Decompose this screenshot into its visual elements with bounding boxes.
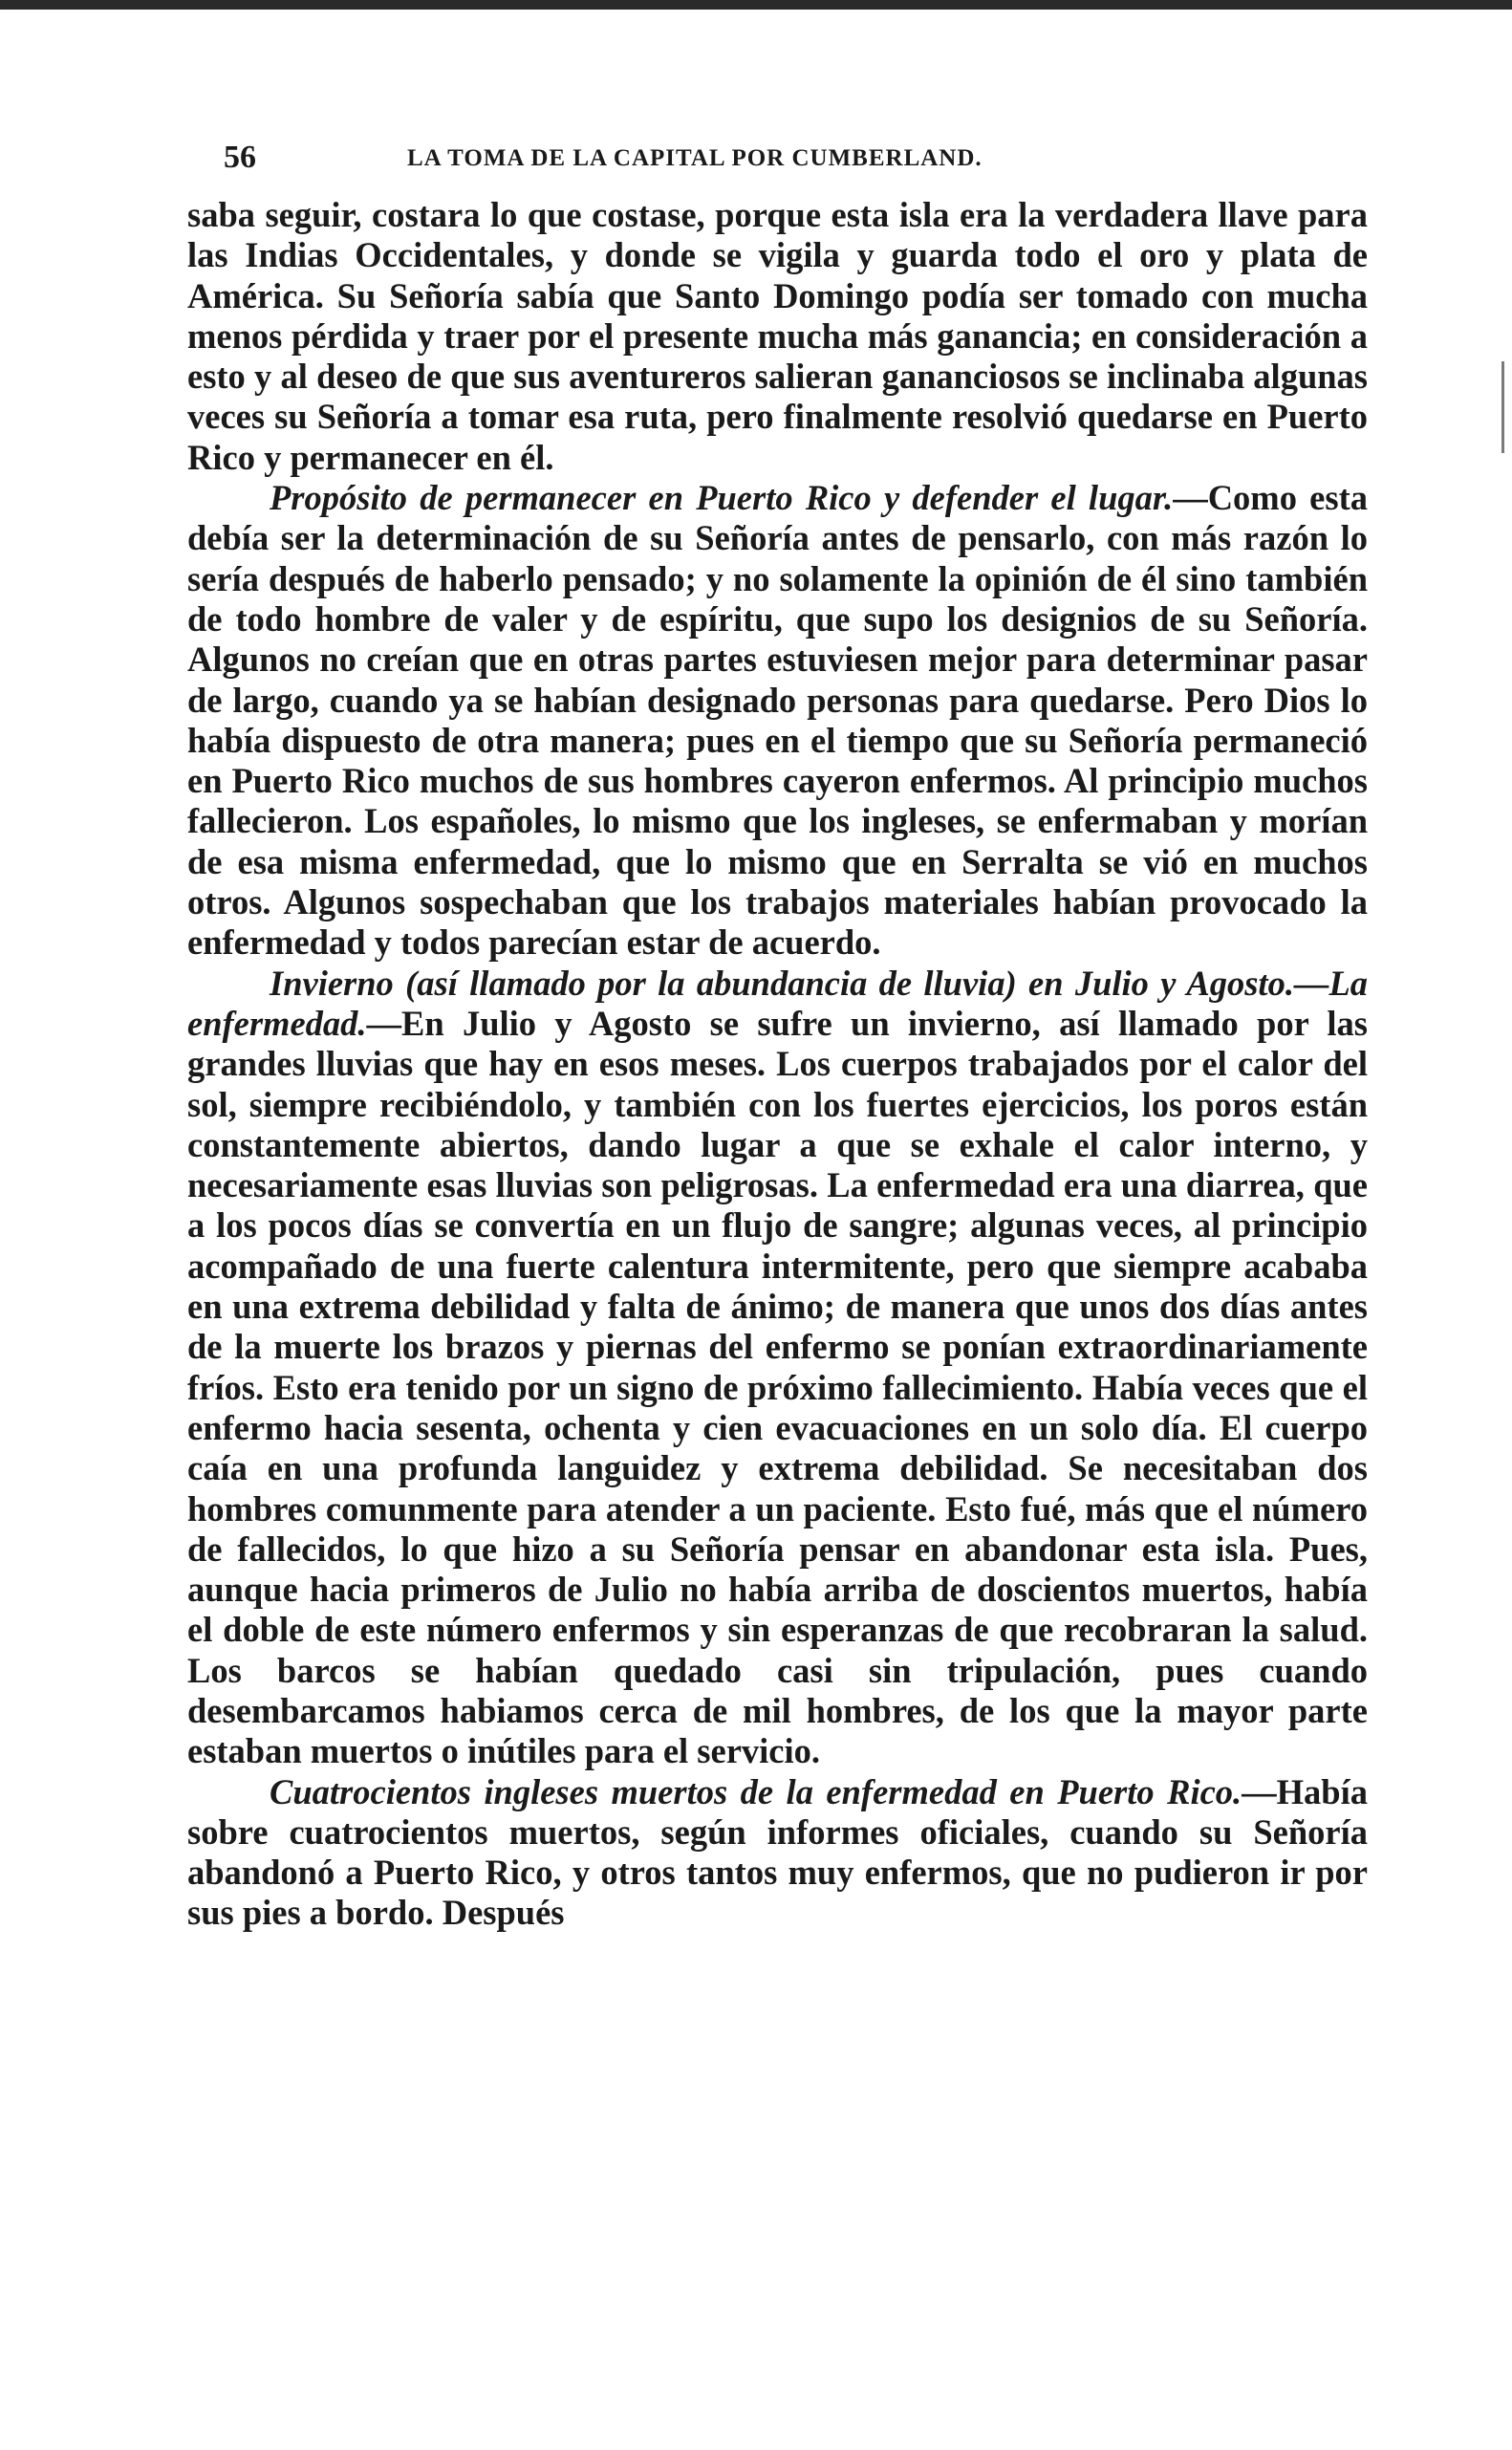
paragraph-1 xyxy=(187,195,1368,478)
paragraph-1-text: saba seguir, costara lo que costase, porque esta isla era la verdadera llave para las Indias Occidentales, y donde se vigila y guarda todo el oro y plata de América. Su Señoría sabía que Santo Domingo podía ser tomado con mucha menos pérdida y traer por el presente mucha más ganancia; en consideración a esto y al deseo de que sus aventureros salieran gananciosos se inclinaba algunas veces su Señoría a tomar esa ruta, pero finalmente resolvió quedarse en Puerto Rico y permanecer en él. xyxy=(187,195,1368,477)
paragraph-4 xyxy=(187,1772,1368,1934)
paragraph-4-sidenote: Cuatrocientos ingleses muertos de la enfermedad en Puerto Rico. xyxy=(270,1771,1242,1811)
page-body xyxy=(187,195,1368,1934)
page-header xyxy=(187,134,1368,187)
paragraph-2-text: —Como esta debía ser la determinación de su Señoría antes de pensarlo, con más razón lo sería después de haberlo pensado; y no solamente la opinión de él sino también de todo hombre de valer y de espíritu, que supo los designios de su Señoría. Algunos no creían que en otras partes estuviesen mejor para determinar pasar de largo, cuando ya se habían designado personas para quedarse. Pero Dios lo había dispuesto de otra manera; pues en el tiempo que su Señoría permaneció en Puerto Rico muchos de sus hombres cayeron enfermos. Al principio muchos fallecieron. Los españoles, lo mismo que los ingleses, se enfermaban y morían de esa misma enfermedad, que lo mismo que en Serralta se vió en muchos otros. Algunos sospechaban que los trabajos materiales habían provocado la enfermedad y todos parecían estar de acuerdo. xyxy=(187,478,1368,963)
running-head: LA TOMA DE LA CAPITAL POR CUMBERLAND. xyxy=(407,145,983,171)
paragraph-2-sidenote: Propósito de permanecer en Puerto Rico y defender el lugar. xyxy=(270,478,1174,518)
paragraph-3 xyxy=(187,964,1368,1772)
paragraph-4-text: —Había sobre cuatrocientos muertos, según informes oficiales, cuando su Señoría abandonó a Puerto Rico, y otros tantos muy enfermos, que no pudieron ir por sus pies a bordo. Después xyxy=(187,1771,1368,1933)
paragraph-2 xyxy=(187,478,1368,964)
book-page xyxy=(187,134,1368,1934)
paragraph-3-text: —En Julio y Agosto se sufre un invierno, así llamado por las grandes lluvias que hay en esos meses. Los cuerpos trabajados por el calor del sol, siempre recibiéndolo, y también con los fuertes ejercicios, los poros están constantemente abiertos, dando lugar a que se exhale el calor interno, y necesariamente esas lluvias son peligrosas. La enfermedad era una diarrea, que a los pocos días se convertía en un flujo de sangre; algunas veces, al principio acompañado de una fuerte calentura intermitente, pero que siempre acababa en una extrema debilidad y falta de ánimo; de manera que unos dos días antes de la muerte los brazos y piernas del enfermo se ponían extraordinariamente fríos. Esto era tenido por un signo de próximo fallecimiento. Había veces que el enfermo hacia sesenta, ochenta y cien evacuaciones en un solo día. El cuerpo caía en una profunda languidez y extrema debilidad. Se necesitaban dos hombres comunmente para atender a un paciente. Esto fué, más que el número de fallecidos, lo que hizo a su Señoría pensar en abandonar esta isla. Pues, aunque hacia primeros de Julio no había arriba de doscientos muertos, había el doble de este número enfermos y sin esperanzas de que recobraran la salud. Los barcos se habían quedado casi sin tripulación, pues cuando desembarcamos habiamos cerca de mil hombres, de los que la mayor parte estaban muertos o inútiles para el servicio. xyxy=(187,1003,1368,1771)
top-edge-rule xyxy=(0,0,1512,10)
paragraph-3-sidenote: Invierno (así llamado por la abundancia de lluvia) en Julio y Agosto.—La enfermedad. xyxy=(187,963,1368,1043)
page-number: 56 xyxy=(224,140,256,175)
margin-mark xyxy=(1501,361,1504,453)
